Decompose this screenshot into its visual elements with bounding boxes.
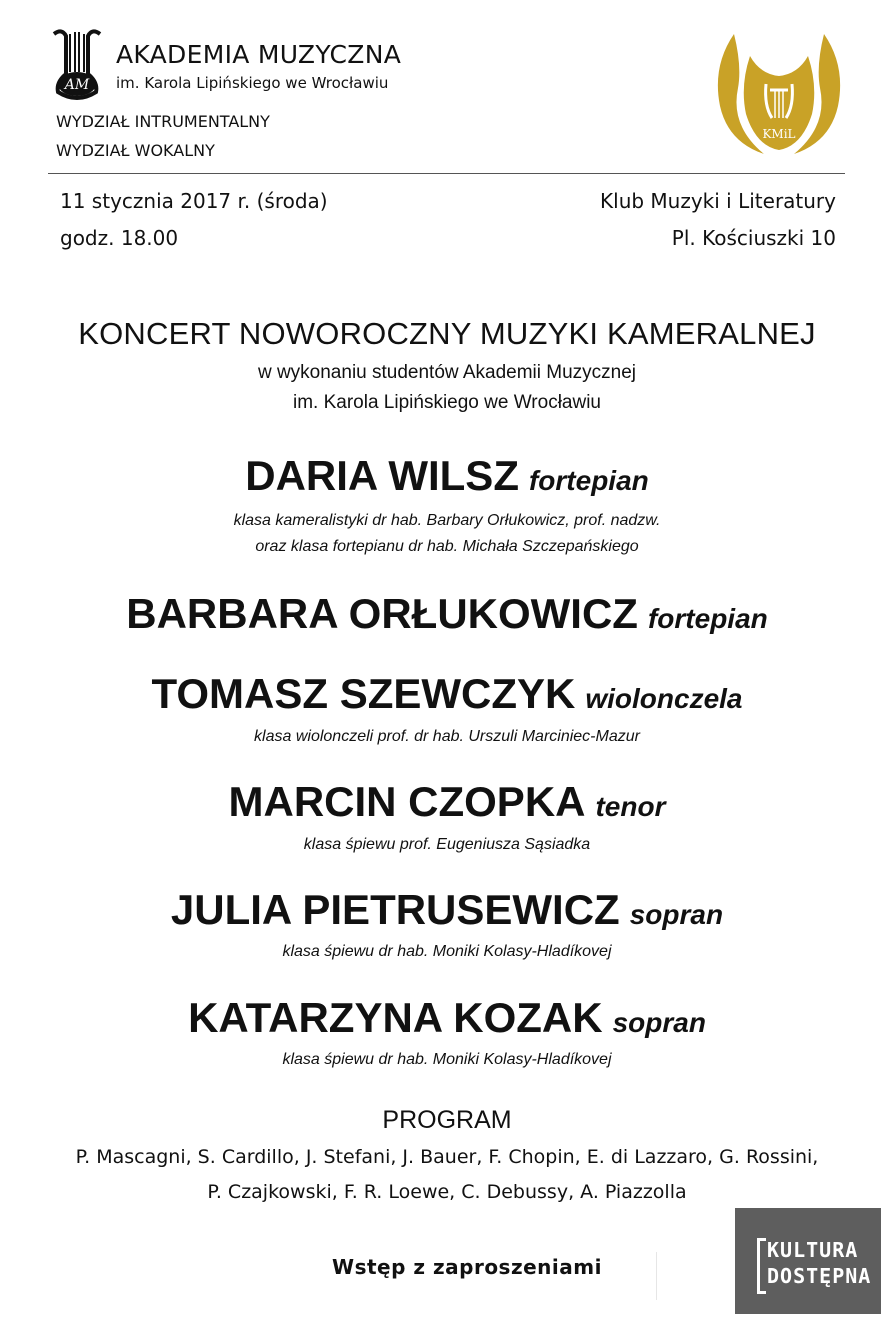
badge-line-1: KULTURA xyxy=(767,1238,859,1262)
performer-class: klasa wiolonczeli prof. dr hab. Urszuli Marciniec-Mazur xyxy=(254,728,640,745)
performer-tomasz-szewczyk xyxy=(0,670,894,718)
lyre-am-logo-icon xyxy=(48,26,106,102)
performer-katarzyna-kozak xyxy=(0,994,894,1042)
event-date: 11 stycznia 2017 r. (środa) xyxy=(60,189,328,213)
entry-text: Wstęp z zaproszeniami xyxy=(332,1255,602,1279)
performer-barbara-orlukowicz xyxy=(0,590,894,638)
performer-instrument: sopran xyxy=(629,899,724,930)
department-vocal: WYDZIAŁ WOKALNY xyxy=(56,141,215,160)
department-instrumental: WYDZIAŁ INTRUMENTALNY xyxy=(56,112,270,131)
event-time: godz. 18.00 xyxy=(60,226,179,250)
performer-julia-pietrusewicz xyxy=(0,886,894,934)
entry-note xyxy=(278,1252,657,1300)
program-composers-line-2: P. Czajkowski, F. R. Loewe, C. Debussy, A. Piazzolla xyxy=(207,1181,687,1203)
svg-text:W: W xyxy=(773,62,785,73)
kmil-logo-text: KMiL xyxy=(762,127,796,141)
performer-name: JULIA PIETRUSEWICZ xyxy=(170,886,620,933)
header-divider xyxy=(48,173,845,174)
concert-subtitle-2: im. Karola Lipińskiego we Wrocławiu xyxy=(293,392,601,413)
performer-daria-wilsz xyxy=(0,452,894,500)
badge-line-2: DOSTĘPNA xyxy=(767,1264,872,1288)
program-heading: PROGRAM xyxy=(382,1106,512,1134)
academy-subtitle: im. Karola Lipińskiego we Wrocławiu xyxy=(116,74,389,92)
program-composers-line-1: P. Mascagni, S. Cardillo, J. Stefani, J. Bauer, F. Chopin, E. di Lazzaro, G. Rossini, xyxy=(75,1146,819,1168)
svg-text:AM: AM xyxy=(64,77,90,93)
performer-class: klasa śpiewu prof. Eugeniusza Sąsiadka xyxy=(303,836,591,853)
performer-class: oraz klasa fortepianu dr hab. Michała Szczepańskiego xyxy=(255,538,639,555)
performer-instrument: wiolonczela xyxy=(585,683,743,714)
performer-class: klasa kameralistyki dr hab. Barbary Orłukowicz, prof. nadzw. xyxy=(233,512,661,529)
academy-name: AKADEMIA MUZYCZNA xyxy=(116,40,402,69)
performer-name: KATARZYNA KOZAK xyxy=(188,994,603,1041)
kultura-dostepna-badge xyxy=(735,1208,881,1314)
bracket-icon xyxy=(757,1238,766,1294)
performer-class: klasa śpiewu dr hab. Moniki Kolasy-Hladíkovej xyxy=(282,943,612,960)
concert-title: KONCERT NOWOROCZNY MUZYKI KAMERALNEJ xyxy=(78,316,816,351)
performer-instrument: tenor xyxy=(595,791,666,822)
performer-name: MARCIN CZOPKA xyxy=(228,778,586,825)
performer-marcin-czopka xyxy=(0,778,894,826)
performer-name: DARIA WILSZ xyxy=(245,452,519,499)
performer-instrument: sopran xyxy=(612,1007,706,1038)
performer-name: BARBARA ORŁUKOWICZ xyxy=(126,590,638,637)
performer-class: klasa śpiewu dr hab. Moniki Kolasy-Hladíkovej xyxy=(282,1051,612,1068)
performer-instrument: fortepian xyxy=(647,603,768,634)
kmil-lyre-flame-logo-icon xyxy=(712,26,846,158)
event-address: Pl. Kościuszki 10 xyxy=(671,226,836,250)
performer-name: TOMASZ SZEWCZYK xyxy=(151,670,576,717)
concert-subtitle-1: w wykonaniu studentów Akademii Muzycznej xyxy=(257,362,637,383)
performer-instrument: fortepian xyxy=(528,465,649,496)
event-venue: Klub Muzyki i Literatury xyxy=(600,189,836,213)
